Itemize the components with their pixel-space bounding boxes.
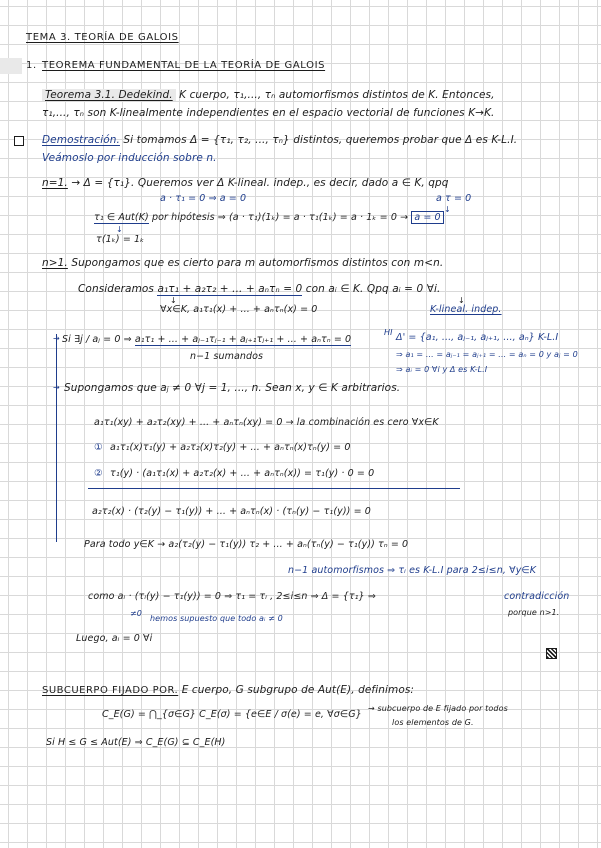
consider-label: Consideramos [78, 283, 154, 295]
assumption-note: hemos supuesto que todo aᵢ ≠ 0 [150, 614, 283, 623]
fixed-subfield-description-2: los elementos de G. [392, 718, 474, 727]
case-2-equation-4: a₂τ₂(x) · (τ₂(y) − τ₁(y)) + ... + aₙτₙ(x) · (τₙ(y) − τ₁(y)) = 0 [92, 506, 371, 517]
section-gutter-highlight [0, 58, 22, 74]
case-n1-line [42, 176, 449, 190]
case-n1-identity-note: τ(1ₖ) = 1ₖ [96, 234, 145, 245]
case-2-intro: Supongamos que aⱼ ≠ 0 ∀j = 1, ..., n. Sean x, y ∈ K arbitrarios. [64, 382, 401, 394]
consider-arrow: ↓ [170, 296, 177, 305]
case-1-result-2: ⇒ a₁ = ... = aⱼ₋₁ = aⱼ₊₁ = ... = aₙ = 0 y aⱼ = 0 [396, 350, 578, 359]
theorem-line-1-text: K cuerpo, τ₁,..., τₙ automorfismos distintos de K. Entonces, [179, 89, 495, 101]
section-heading: TEOREMA FUNDAMENTAL DE LA TEORÍA DE GALOIS [42, 60, 326, 71]
fixed-subfield-description-1: → subcuerpo de E fijado por todos [368, 704, 508, 713]
consider-combination: a₁τ₁ + a₂τ₂ + ... + aₙτₙ = 0 [157, 283, 303, 295]
qed-icon [546, 648, 557, 659]
case-n-gt-1-label: n>1. [42, 257, 68, 269]
step-1-marker: ① [94, 442, 103, 453]
case-n1-aut-condition: τ₁ ∈ Aut(K) [94, 212, 149, 223]
pointwise-combination: ∀x∈K, a₁τ₁(x) + ... + aₙτₙ(x) = 0 [160, 304, 318, 315]
case-n1-side-arrow: ↓ [444, 205, 451, 214]
case-1-line [62, 333, 351, 347]
nonzero-note: ≠0 [130, 609, 142, 618]
case-1-result-3: ⇒ aᵢ = 0 ∀i y Δ es K-L.I [396, 365, 488, 374]
consider-goal: con aᵢ ∈ K. Qpq aᵢ = 0 ∀i. [305, 283, 441, 295]
case-n1-label: n=1. [42, 177, 68, 189]
proof-intro-line-2: Veámoslo por inducción sobre n. [42, 152, 217, 164]
proof-label: Demostración. [42, 134, 120, 146]
theorem-label: Teorema 3.1. Dedekind. [42, 89, 176, 101]
case-1-summands-note: n−1 sumandos [190, 351, 264, 362]
contradiction-label: contradicción [504, 591, 570, 602]
case-n-gt-1-text: Supongamos que es cierto para m automorfismos distintos con m<n. [71, 257, 444, 269]
case-2-equation-1: a₁τ₁(xy) + a₂τ₂(xy) + ... + aₙτₙ(xy) = 0 → la combinación es cero ∀x∈K [94, 417, 439, 428]
section-number: 1. [26, 60, 37, 71]
consider-line [78, 282, 440, 296]
step-2-marker: ② [94, 468, 103, 479]
case-n1-side-equation: a τ = 0 [436, 193, 472, 204]
fixed-subfield-label: SUBCUERPO FIJADO POR. [42, 685, 179, 696]
conclusion-line: Luego, aᵢ = 0 ∀i [76, 633, 153, 644]
case-n1-result-box: a = 0 [411, 211, 443, 224]
case-n1-equation: a · τ₁ = 0 ⇒ a = 0 [160, 193, 247, 204]
fixed-subfield-line [42, 683, 414, 698]
theorem-statement-line-1 [42, 88, 495, 102]
case-n1-hypothesis-text: por hipótesis ⇒ (a · τ₁)(1ₖ) = a · τ₁(1ₖ) = a · 1ₖ = 0 → [151, 212, 409, 223]
contradiction-reason: porque n>1. [508, 608, 560, 617]
subtraction-rule [88, 488, 460, 489]
case-n1-hypothesis [94, 211, 444, 225]
case-2-equation-3: τ₁(y) · (a₁τ₁(x) + a₂τ₂(x) + ... + aₙτₙ(x)) = τ₁(y) · 0 = 0 [110, 468, 375, 479]
case-1-equation: a₁τ₁ + ... + aⱼ₋₁τⱼ₋₁ + aⱼ₊₁τⱼ₊₁ + ... + aₙτₙ = 0 [134, 334, 352, 345]
proof-intro-line-1 [42, 133, 517, 147]
induction-hypothesis-label: HI [384, 328, 393, 337]
n-minus-1-automorphisms-note: n−1 automorfismos ⇒ τᵢ es K-L.I para 2≤i≤n, ∀y∈K [288, 565, 537, 576]
theorem-statement-line-2: τ₁,..., τₙ son K-linealmente independientes en el espacio vectorial de funciones K→K. [42, 107, 495, 119]
como-line: como aᵢ · (τᵢ(y) − τ₁(y)) = 0 ⇒ τ₁ = τᵢ , 2≤i≤n ⇒ Δ = {τ₁} ⇒ [88, 591, 376, 602]
fixed-subfield-intro: E cuerpo, G subgrupo de Aut(E), definimos: [181, 684, 415, 696]
case-2-equation-2: a₁τ₁(x)τ₁(y) + a₂τ₂(x)τ₂(y) + ... + aₙτₙ(x)τₙ(y) = 0 [110, 442, 351, 453]
kli-note: K-lineal. indep. [430, 304, 502, 315]
case-1-result-1: Δ' = {a₁, ..., aⱼ₋₁, aⱼ₊₁, ..., aₙ} K-L.I [396, 332, 559, 343]
fixed-subfield-formula: C_E(G) = ⋂_{σ∈G} C_E(σ) = {e∈E / σ(e) = e, ∀σ∈G} [102, 709, 362, 720]
case-n1-text: → Δ = {τ₁}. Queremos ver Δ K-lineal. indep., es decir, dado a ∈ K, qpq [71, 177, 449, 189]
case-n1-hypothesis-arrow: ↓ [116, 225, 123, 234]
case-1-arrow: → [53, 334, 60, 343]
for-all-y-line: Para todo y∈K → a₂(τ₂(y) − τ₁(y)) τ₂ + ... + aₙ(τₙ(y) − τ₁(y)) τₙ = 0 [84, 539, 409, 550]
proof-checkbox-icon [14, 136, 24, 146]
page-title: TEMA 3. TEORÍA DE GALOIS [26, 32, 179, 43]
case-n-gt-1-line [42, 256, 443, 270]
proof-intro-text: Si tomamos Δ = {τ₁, τ₂, ..., τₙ} distintos, queremos probar que Δ es K-L.I. [123, 134, 518, 146]
case-bracket-line [56, 334, 57, 542]
case-2-arrow: → [53, 383, 60, 392]
fixed-subfield-inclusion: Si H ≤ G ≤ Aut(E) ⇒ C_E(G) ⊆ C_E(H) [46, 737, 226, 748]
kli-arrow: ↓ [458, 296, 465, 305]
case-1-prefix: Si ∃j / aⱼ = 0 ⇒ [62, 334, 132, 345]
